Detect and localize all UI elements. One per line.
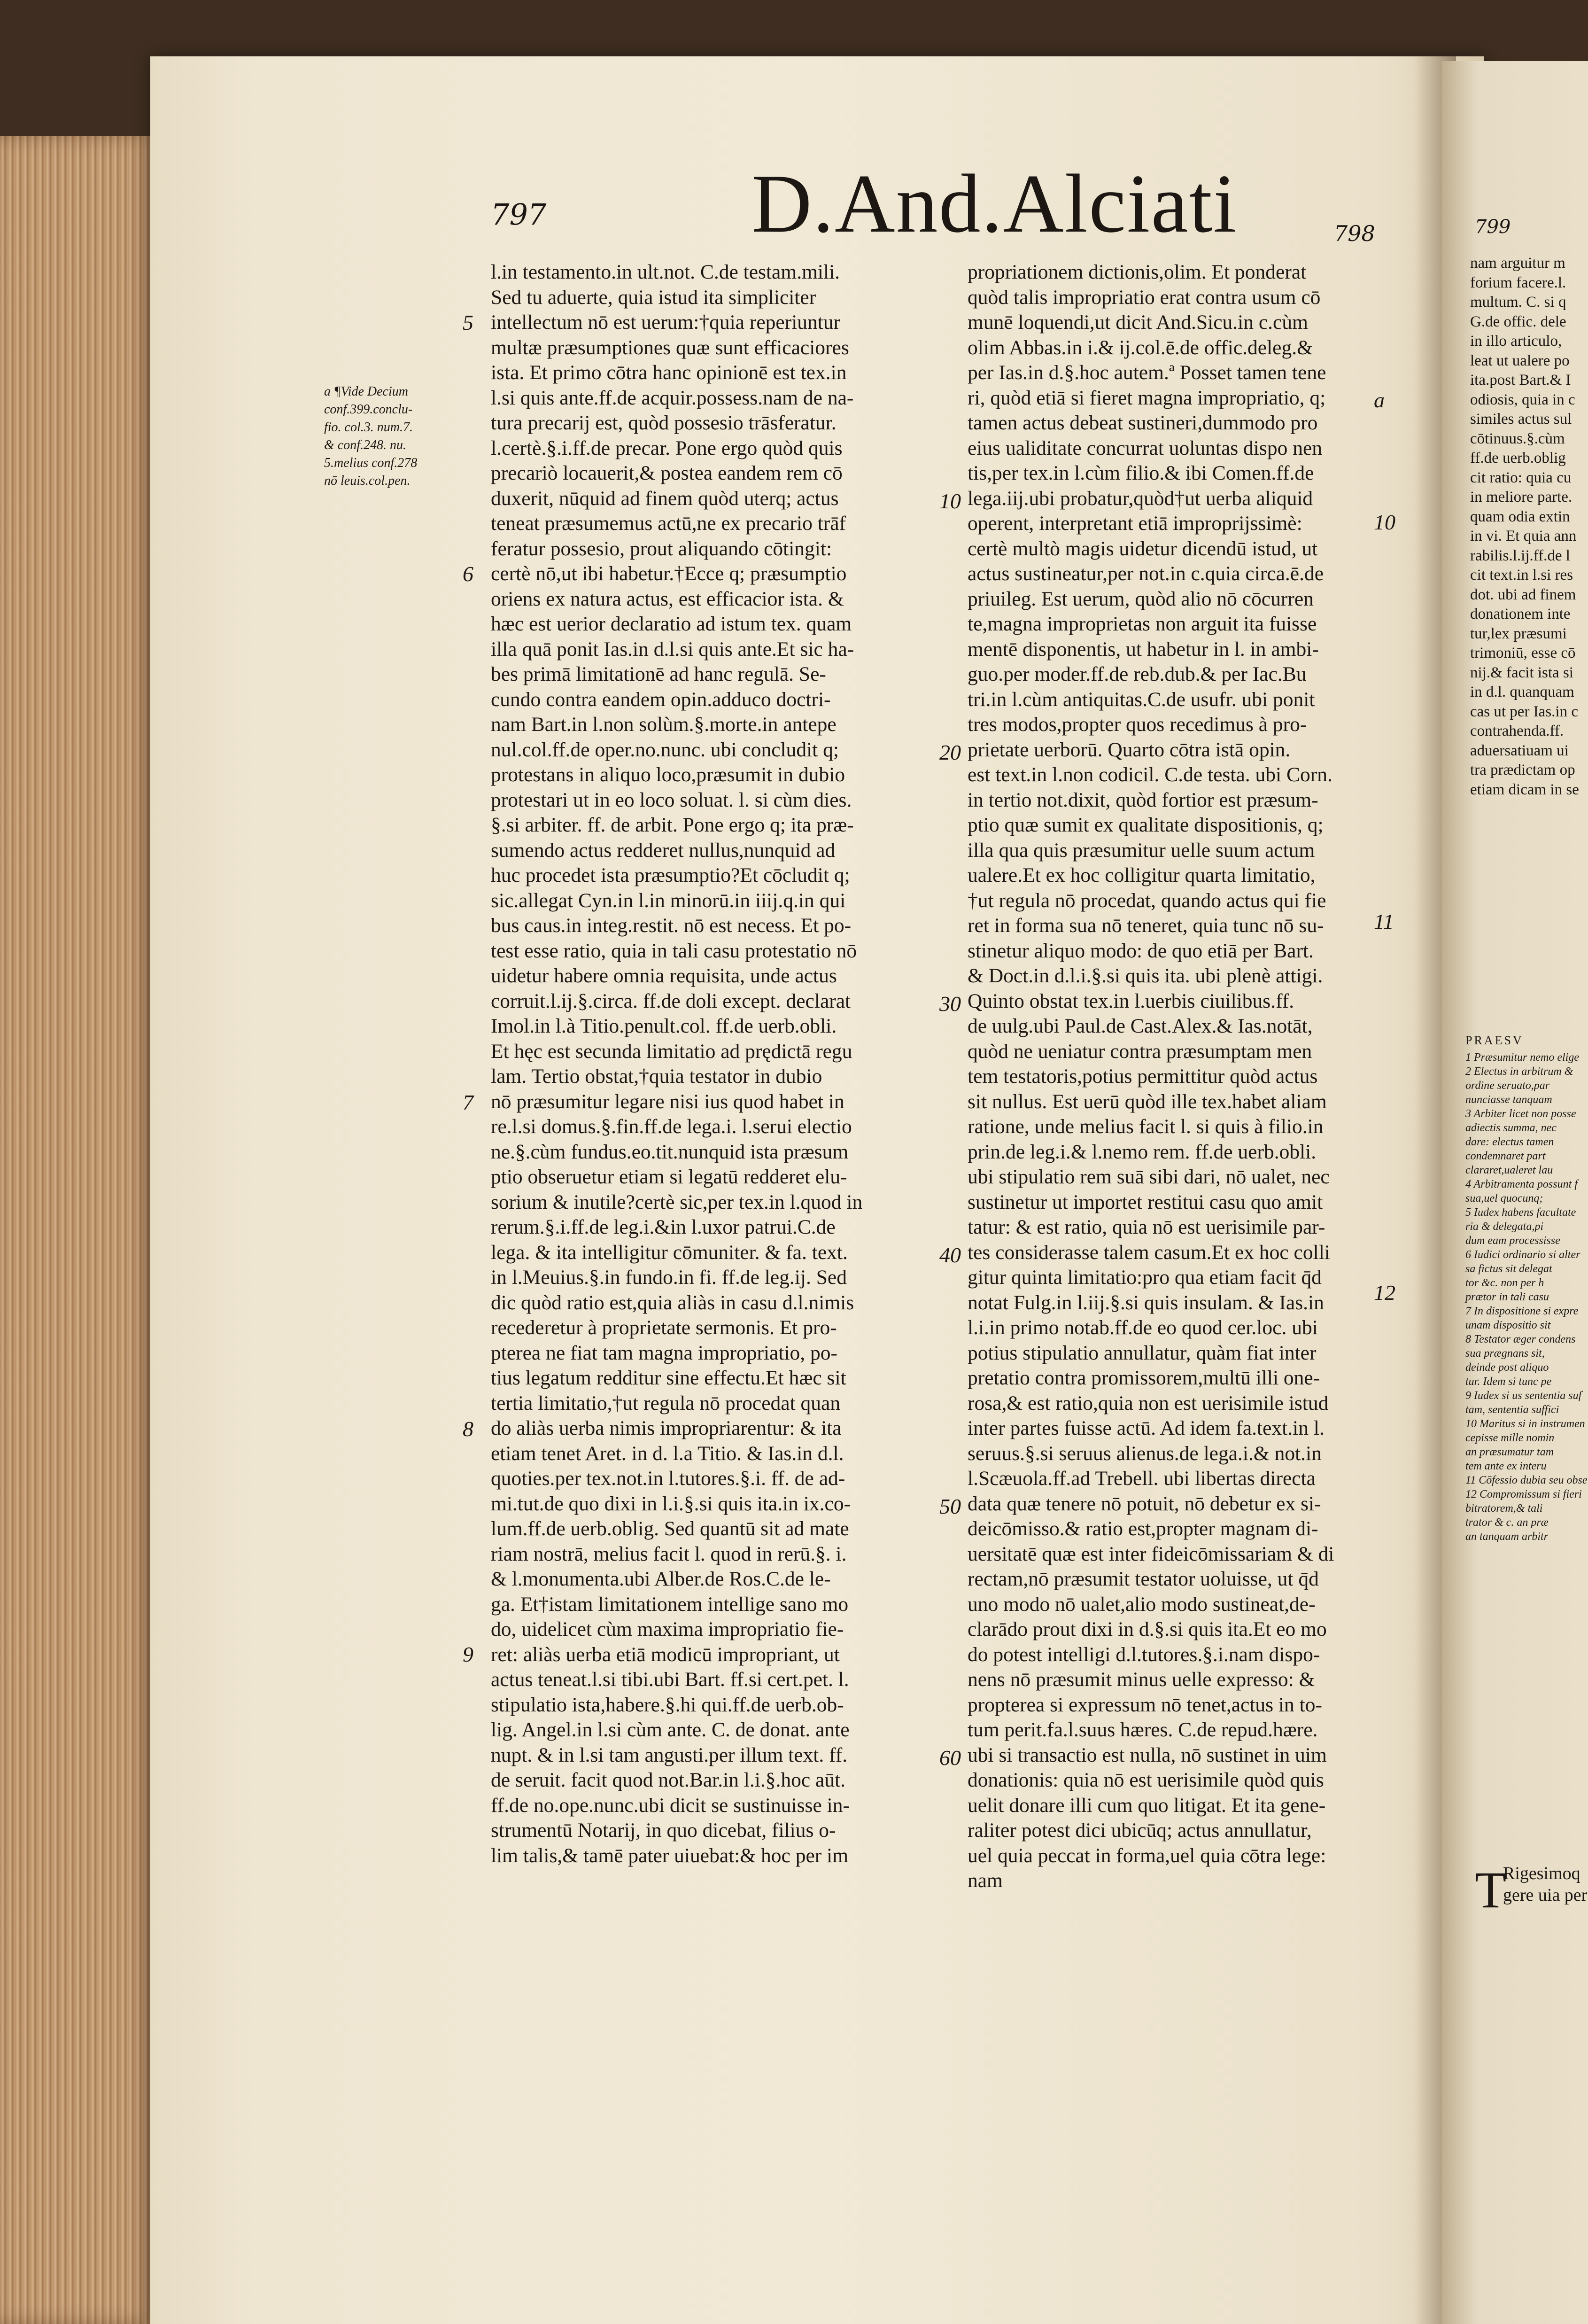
text-line: tem testatoris,potius permittitur quòd actus: [968, 1065, 1318, 1088]
text-line: sit nullus. Est uerū quòd ille tex.habet aliam: [968, 1090, 1327, 1113]
text-line: priuileg. Est uerum, quòd alio nō cōcurren: [968, 587, 1314, 610]
text-line: tatur: & est ratio, quia nō est uerisimile par-: [968, 1216, 1325, 1238]
text-line: Imol.in l.à Titio.penult.col. ff.de uerb.obli.: [491, 1015, 837, 1037]
text-line: ubi si transactio est nulla, nō sustinet in uim: [968, 1743, 1327, 1766]
text-line: guo.per moder.ff.de reb.dub.& per Iac.Bu: [968, 663, 1307, 685]
next-page-line: cōtinuus.§.cùm: [1470, 430, 1565, 447]
next-page-line: cas ut per Ias.in c: [1470, 703, 1578, 720]
summary-line: trator & c. an præ: [1465, 1516, 1549, 1529]
next-page-line: G.de offic. dele: [1470, 313, 1566, 330]
text-line: huc procedet ista præsumptio?Et cōcludit q;: [491, 864, 850, 886]
margin-number: a: [1374, 388, 1385, 412]
text-line: nens nō præsumit minus uelle expresso: &: [968, 1668, 1315, 1691]
text-line: de uulg.ubi Paul.de Cast.Alex.& Ias.notāt,: [968, 1015, 1313, 1037]
summary-line: unam dispositio sit: [1465, 1319, 1551, 1331]
text-line: uidetur habere omnia requisita, unde actus: [491, 964, 837, 987]
text-line: olim Abbas.in i.& ij.col.ē.de offic.deleg.&: [968, 336, 1313, 359]
text-line: clarādo prout dixi in d.§.si quis ita.Et eo mo: [968, 1618, 1327, 1640]
text-line: do potest intelligi d.l.tutores.§.i.nam dispo-: [968, 1643, 1320, 1666]
text-line: inter partes fuisse actū. Ad idem fa.text.in l.: [968, 1417, 1325, 1439]
summary-line: tor &c. non per h: [1465, 1277, 1544, 1289]
text-line: sorium & inutile?certè sic,per tex.in l.quod in: [491, 1190, 863, 1213]
text-line: l.i.in primo notab.ff.de eo quod cer.loc. ubi: [968, 1316, 1318, 1339]
margin-number: 60: [939, 1746, 961, 1770]
text-line: & l.monumenta.ubi Alber.de Ros.C.de le-: [491, 1568, 831, 1590]
next-page-number: 799: [1475, 216, 1511, 238]
text-line: sustinetur ut importet restitui casu quo amit: [968, 1190, 1323, 1213]
summary-line: dum eam processisse: [1465, 1235, 1560, 1247]
running-head: D.And.Alciati: [751, 157, 1238, 250]
text-line: l.Scæuola.ff.ad Trebell. ubi libertas directa: [968, 1467, 1316, 1490]
text-line: †ut regula nō procedat, quando actus qui fie: [968, 889, 1326, 912]
text-line: lam. Tertio obstat,†quia testator in dubio: [491, 1065, 822, 1088]
summary-line: an præsumatur tam: [1465, 1446, 1554, 1458]
text-line: protestans in aliquo loco,præsumit in dubio: [491, 763, 845, 786]
text-line: quoties.per tex.not.in l.tutores.§.i. ff. de ad-: [491, 1467, 845, 1490]
summary-line: ordine seruato,par: [1465, 1080, 1550, 1092]
text-line: teneat præsumemus actū,ne ex precario trāf: [491, 512, 846, 535]
text-line: nam: [968, 1869, 1003, 1892]
summary-line: tem ante ex interu: [1465, 1460, 1547, 1472]
text-line: illa qua quis præsumitur uelle suum actum: [968, 839, 1315, 862]
text-line: data quæ tenere nō potuit, nō debetur ex si-: [968, 1492, 1321, 1515]
text-line: actus sustineatur,per not.in c.quia circa.ē.de: [968, 562, 1324, 585]
summary-line: sa fictus sit delegat: [1465, 1263, 1552, 1275]
next-page-line: forium facere.l.: [1470, 274, 1566, 291]
next-page-line: in meliore parte.: [1470, 489, 1573, 505]
next-page-line: cit text.in l.si res: [1470, 567, 1573, 583]
text-line: mentē disponentis, ut habetur in l. in ambi-: [968, 637, 1319, 661]
text-line: nupt. & in l.si tam angusti.per illum text. ff.: [491, 1743, 848, 1766]
text-line: certè nō,ut ibi habetur.†Ecce q; præsumptio: [491, 562, 847, 585]
right-column: [968, 260, 1395, 1894]
next-page-line: nij.& facit ista si: [1470, 664, 1573, 681]
text-line: oriens ex natura actus, est efficacior ista. &: [491, 587, 844, 610]
margin-number: 11: [1374, 909, 1394, 933]
next-page-line: nam arguitur m: [1470, 255, 1565, 272]
summary-line: 2 Electus in arbitrum &: [1465, 1065, 1573, 1078]
text-line: quòd talis impropriatio erat contra usum cō: [968, 286, 1321, 309]
text-line: ratione, unde melius facit l. si quis à filio.in: [968, 1115, 1324, 1138]
text-line: pretatio contra promissorem,multū illi one-: [968, 1367, 1320, 1389]
text-line: do, uidelicet cùm maxima impropriatio fie-: [491, 1618, 844, 1640]
text-line: nul.col.ff.de oper.no.nunc. ubi concludit q;: [491, 738, 839, 761]
text-line: cundo contra eandem opin.adduco doctri-: [491, 688, 831, 711]
text-line: munē loquendi,ut dicit And.Sicu.in c.cùm: [968, 311, 1308, 334]
text-line: tura precarij est, quòd possesio trāsferatur.: [491, 412, 837, 434]
margin-number: 30: [939, 992, 961, 1016]
next-page-line: trimoniū, esse cō: [1470, 645, 1576, 661]
summary-line: 8 Testator æger condens: [1465, 1333, 1576, 1345]
text-line: stinetur aliquo modo: de quo etiā per Bart.: [968, 939, 1314, 962]
next-page-line: etiam dicam in se: [1470, 781, 1579, 798]
text-line: est text.in l.non codicil. C.de testa. ubi Corn.: [968, 763, 1332, 786]
summary-line: sua prægnans sit,: [1465, 1347, 1545, 1360]
next-page-line: multum. C. si q: [1470, 294, 1566, 311]
text-line: feratur possesio, prout aliquando cōtingit:: [491, 537, 832, 560]
text-line: strumentū Notarij, in quo dicebat, filius o-: [491, 1819, 836, 1842]
text-line: actus teneat.l.si tibi.ubi Bart. ff.si cert.pet. l.: [491, 1668, 849, 1691]
text-line: per Ias.in d.§.hoc autem.ª Posset tamen tene: [968, 361, 1326, 384]
text-line: Quinto obstat tex.in l.uerbis ciuilibus.ff.: [968, 989, 1294, 1012]
side-note-line: a ¶Vide Decium: [324, 384, 408, 399]
text-line: l.certè.§.i.ff.de precar. Pone ergo quòd quis: [491, 436, 843, 459]
summary-line: condemnaret part: [1465, 1150, 1546, 1162]
text-line: & Doct.in d.l.i.§.si quis ita. ubi plenè attigi.: [968, 964, 1323, 987]
next-page-line: tur,lex præsumi: [1470, 625, 1567, 642]
text-line: tamen actus debeat sustineri,dummodo pro: [968, 412, 1318, 434]
side-note-line: 5.melius conf.278: [324, 456, 418, 470]
text-line: certè multò magis uidetur dicendū istud, ut: [968, 537, 1318, 560]
text-line: uel quia peccat in forma,uel quia cōtra lege:: [968, 1844, 1326, 1867]
text-line: Et hęc est secunda limitatio ad prędictā regu: [491, 1040, 852, 1063]
summary-line: 1 Præsumitur nemo elige: [1465, 1051, 1579, 1064]
next-page-initial: T: [1475, 1861, 1507, 1919]
text-line: bes primā limitationē ad hanc regulā. Se-: [491, 663, 826, 685]
summary-line: nunciasse tanquam: [1465, 1094, 1552, 1106]
text-line: quòd ne ueniatur contra præsumptam men: [968, 1040, 1312, 1063]
text-line: ista. Et primo cōtra hanc opinionē est tex.in: [491, 361, 847, 384]
next-page-line: contrahenda.ff.: [1470, 723, 1564, 739]
summary-line: 7 In dispositione si expre: [1465, 1305, 1579, 1317]
text-line: protestari ut in eo loco soluat. l. si cùm dies.: [491, 788, 852, 811]
margin-number: 9: [463, 1642, 473, 1666]
text-line: raliter potest dici ubicūq; actus annullatur,: [968, 1819, 1312, 1842]
text-line: riam nostrā, melius facit l. quod in rerū.§. i.: [491, 1542, 847, 1565]
text-line: ubi stipulatio rem suā sibi dari, nō ualet, nec: [968, 1166, 1330, 1188]
text-line: nam Bart.in l.non solùm.§.morte.in antepe: [491, 713, 837, 736]
next-page-line: in vi. Et quia ann: [1470, 528, 1577, 544]
text-line: tres modos,propter quos recedimus à pro-: [968, 713, 1307, 736]
next-page-bottom-line: Rigesimoq: [1503, 1864, 1580, 1883]
margin-number: 40: [939, 1243, 961, 1267]
summary-line: bitratorem,& tali: [1465, 1502, 1543, 1515]
next-page-line: donationem inte: [1470, 606, 1571, 622]
text-line: dic quòd ratio est,quia aliàs in casu d.l.nimis: [491, 1291, 854, 1314]
text-line: te,magna improprietas non arguit ita fuisse: [968, 613, 1317, 635]
text-line: ri, quòd etiā si fieret magna impropriatio, q;: [968, 386, 1326, 409]
text-line: propriationem dictionis,olim. Et ponderat: [968, 261, 1307, 283]
next-page-line: rabilis.l.ij.ff.de l: [1470, 547, 1570, 564]
text-line: sic.allegat Cyn.in l.in minorū.in iiij.q.in qui: [491, 889, 846, 912]
text-line: intellectum nō est uerum:†quia reperiuntur: [491, 311, 841, 334]
text-line: de seruit. facit quod not.Bar.in l.i.§.hoc aūt.: [491, 1769, 846, 1791]
text-line: seruus.§.si seruus alienus.de lega.i.& not.in: [968, 1442, 1322, 1465]
text-line: nō præsumitur legare nisi ius quod habet in: [491, 1090, 844, 1113]
summary-line: an tanquam arbitr: [1465, 1531, 1549, 1543]
summary-line: prætor in tali casu: [1465, 1291, 1549, 1303]
next-page-line: in d.l. quanquam: [1470, 684, 1574, 700]
text-line: stipulatio ista,habere.§.hi qui.ff.de uerb.ob-: [491, 1693, 844, 1716]
text-line: etiam tenet Aret. in d. l.a Titio. & Ias.in d.l.: [491, 1442, 844, 1465]
text-line: tri.in l.cùm antiquitas.C.de usufr. ubi ponit: [968, 688, 1315, 711]
summary-line: 9 Iudex si us sententia suf: [1465, 1390, 1582, 1402]
text-line: donationis: quia nō est uerisimile quòd quis: [968, 1769, 1324, 1791]
text-line: potius stipulatio annullatur, quàm fiat inter: [968, 1341, 1317, 1364]
text-line: rosa,& est ratio,quia non est uerisimile istud: [968, 1391, 1329, 1415]
margin-number: 50: [939, 1494, 961, 1518]
text-line: uno modo nō ualet,alio modo sustineat,de-: [968, 1593, 1316, 1616]
side-note-line: nō leuis.col.pen.: [324, 474, 411, 488]
text-line: lum.ff.de uerb.oblig. Sed quantū sit ad mate: [491, 1517, 849, 1540]
left-column: [491, 260, 928, 1868]
side-note-line: & conf.248. nu.: [324, 438, 406, 452]
text-line: hæc est uerior declaratio ad istum tex. quam: [491, 613, 852, 635]
text-line: tes considerasse talem casum.Et ex hoc colli: [968, 1241, 1330, 1264]
text-line: l.si quis ante.ff.de acquir.possess.nam de na-: [491, 386, 854, 409]
text-line: ptio obseruetur etiam si legatū redderet elu-: [491, 1166, 847, 1188]
text-line: rerum.§.i.ff.de leg.i.&in l.uxor patrui.C.de: [491, 1216, 836, 1238]
text-line: propterea si expressum nō tenet,actus in to-: [968, 1693, 1322, 1716]
text-line: Sed tu aduerte, quia istud ita simpliciter: [491, 286, 816, 309]
summary-line: sua,uel quocunq;: [1465, 1192, 1543, 1205]
text-line: test esse ratio, quia in tali casu protestatio nō: [491, 939, 857, 962]
summary-line: dare: electus tamen: [1465, 1136, 1554, 1148]
text-line: pterea ne fiat tam magna impropriatio, po-: [491, 1341, 838, 1364]
text-line: ret: aliàs uerba etiā modicū impropriant, ut: [491, 1643, 840, 1666]
summary-line: deinde post aliquo: [1465, 1361, 1549, 1374]
text-line: tertia limitatio,†ut regula nō procedat quan: [491, 1391, 841, 1415]
next-page-summary: [1465, 1034, 1588, 1544]
next-page-line: similes actus sul: [1470, 411, 1572, 427]
text-line: mi.tut.de quo dixi in l.i.§.si quis ita.in ix.co-: [491, 1492, 851, 1515]
summary-line: 11 Cōfessio dubia seu obse: [1465, 1474, 1588, 1486]
text-line: ne.§.cùm fundus.eo.tit.nunquid ista præsum: [491, 1140, 849, 1163]
page-number-left: 797: [491, 197, 547, 232]
page-number-right: 798: [1334, 221, 1375, 246]
text-line: lega. & ita intelligitur cōmuniter. & fa. text.: [491, 1241, 848, 1264]
text-line: ualere.Et ex hoc colligitur quarta limitatio,: [968, 864, 1316, 886]
summary-line: tur. Idem si tunc pe: [1465, 1376, 1552, 1388]
text-line: l.in testamento.in ult.not. C.de testam.mili.: [491, 261, 840, 283]
text-line: lega.iij.ubi probatur,quòd†ut uerba aliquid: [968, 487, 1313, 510]
side-note-line: fio. col.3. num.7.: [324, 420, 413, 435]
text-line: ff.de no.ope.nunc.ubi dicit se sustinuisse in-: [491, 1794, 850, 1817]
text-line: multæ præsumptiones quæ sunt efficaciores: [491, 336, 849, 359]
margin-number: 6: [463, 562, 473, 586]
margin-number: 20: [939, 740, 961, 764]
next-page-line: odiosis, quia in c: [1470, 391, 1575, 408]
margin-number: 5: [463, 311, 473, 334]
margin-number: 7: [463, 1090, 473, 1114]
text-line: uelit donare illi cum quo litigat. Et ita gene-: [968, 1794, 1326, 1817]
text-line: illa quā ponit Ias.in d.l.si quis ante.Et sic ha-: [491, 637, 854, 661]
text-line: corruit.l.ij.§.circa. ff.de doli except. declarat: [491, 989, 851, 1012]
next-page-line: aduersatiuam ui: [1470, 742, 1569, 759]
next-page-line: leat ut ualere po: [1470, 352, 1570, 369]
text-line: in l.Meuius.§.in fundo.in fi. ff.de leg.ij. Sed: [491, 1266, 847, 1289]
text-line: in tertio not.dixit, quòd fortior est præsum-: [968, 788, 1318, 811]
text-line: recederetur à proprietate sermonis. Et pro-: [491, 1316, 837, 1339]
margin-number: 12: [1374, 1281, 1395, 1305]
text-line: bus caus.in integ.restit. nō est necess. Et po-: [491, 914, 852, 937]
text-line: ga. Et†istam limitationem intellige sano mo: [491, 1593, 849, 1616]
summary-line: 6 Iudici ordinario si alter: [1465, 1249, 1580, 1261]
side-note: [324, 383, 470, 490]
text-line: tius legatum redditur sine effectu.Et hæc sit: [491, 1367, 846, 1389]
text-line: prietate uerborū. Quarto cōtra istā opin.: [968, 738, 1291, 761]
margin-number: 10: [1374, 510, 1395, 534]
next-page-bottom-line: gere uia per: [1503, 1885, 1588, 1905]
text-line: prin.de leg.i.& l.nemo rem. ff.de uerb.obli.: [968, 1140, 1317, 1163]
text-line: deicōmisso.& ratio est,propter magnam di-: [968, 1517, 1318, 1540]
text-line: gitur quinta limitatio:pro qua etiam facit q̄d: [968, 1266, 1322, 1289]
summary-line: 3 Arbiter licet non posse: [1465, 1108, 1576, 1120]
next-page-summary-title: PRAESV: [1465, 1034, 1524, 1047]
text-line: sumendo actus redderet nullus,nunquid ad: [491, 839, 836, 862]
text-line: ptio quæ sumit ex qualitate dispositionis, q;: [968, 814, 1324, 836]
next-page-line: quam odia extin: [1470, 508, 1570, 525]
text-line: duxerit, nūquid ad finem quòd uterq; actus: [491, 487, 839, 510]
summary-line: 4 Arbitramenta possunt f: [1465, 1178, 1578, 1190]
text-line: lig. Angel.in l.si cùm ante. C. de donat. ante: [491, 1718, 850, 1741]
side-note-line: conf.399.conclu-: [324, 402, 413, 417]
next-page-bottom: [1503, 1863, 1587, 1906]
text-line: ret in forma sua nō teneret, quia tunc nō su-: [968, 914, 1324, 937]
summary-line: 12 Compromissum si fieri: [1465, 1488, 1582, 1500]
text-line: eius ualiditate concurrat uoluntas dispo nen: [968, 436, 1323, 459]
summary-line: adiectis summa, nec: [1465, 1122, 1557, 1134]
text-line: do aliàs uerba nimis impropriarentur: & ita: [491, 1417, 842, 1439]
text-line: operent, interpretant etiā improprijssimè:: [968, 512, 1302, 535]
next-page-line: cit ratio: quia cu: [1470, 469, 1572, 486]
summary-line: clararet,ualeret lau: [1465, 1164, 1553, 1176]
next-page-line: ff.de uerb.oblig: [1470, 450, 1566, 466]
text-line: lim talis,& tamē pater uiuebat:& hoc per im: [491, 1844, 849, 1867]
text-line: rectam,nō præsumit testator uoluisse, ut q̄d: [968, 1568, 1319, 1590]
text-line: re.l.si domus.§.fin.ff.de lega.i. l.serui electio: [491, 1115, 852, 1138]
next-page-line: ita.post Bart.& I: [1470, 372, 1571, 389]
text-line: precariò locauerit,& postea eandem rem cō: [491, 462, 843, 484]
margin-number: 8: [463, 1417, 473, 1441]
next-page-line: dot. ubi ad finem: [1470, 586, 1576, 603]
text-line: uersitatē quæ est inter fideicōmissariam & di: [968, 1542, 1334, 1565]
summary-line: 5 Iudex habens facultate: [1465, 1206, 1576, 1219]
next-page-line: tra prædictam op: [1470, 762, 1575, 778]
next-page-column: [1470, 254, 1579, 800]
summary-line: tam, sententia suffici: [1465, 1404, 1559, 1416]
text-line: tis,per tex.in l.cùm filio.& ibi Comen.ff.de: [968, 462, 1314, 484]
text-line: tum perit.fa.l.suus hæres. C.de repud.hære.: [968, 1718, 1318, 1741]
summary-line: 10 Maritus si in instrumen: [1465, 1418, 1585, 1430]
text-line: §.si arbiter. ff. de arbit. Pone ergo q; ita præ-: [491, 814, 854, 836]
margin-number: 10: [939, 489, 961, 513]
next-page-line: in illo articulo,: [1470, 333, 1562, 350]
book-fore-edge: [0, 136, 155, 2324]
text-line: notat Fulg.in l.iij.§.si quis insulam. & Ias.in: [968, 1291, 1324, 1314]
summary-line: ria & delegata,pi: [1465, 1220, 1543, 1233]
summary-line: cepisse mille nomin: [1465, 1432, 1555, 1444]
